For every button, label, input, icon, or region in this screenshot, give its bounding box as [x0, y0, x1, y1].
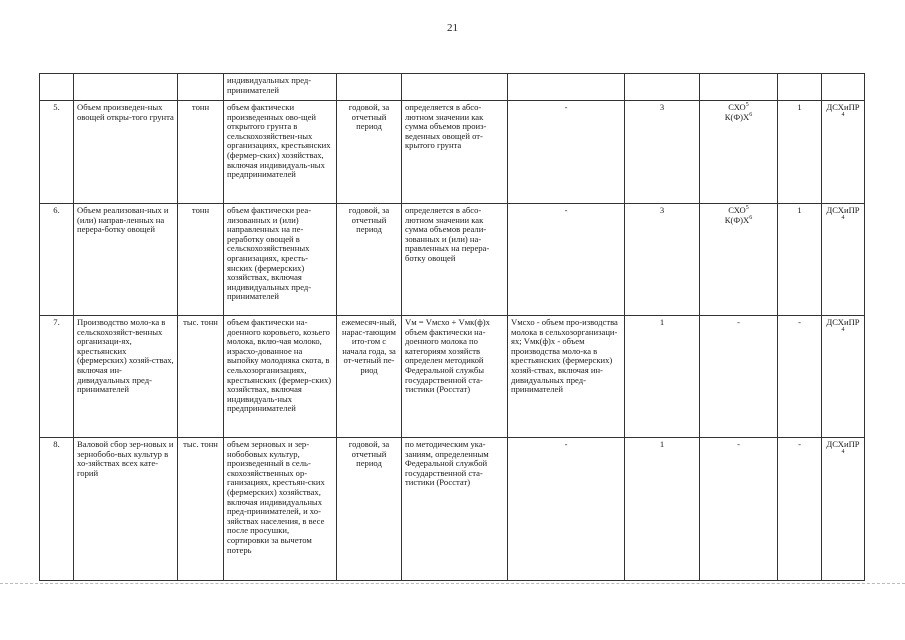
col-9-main: - [737, 317, 740, 327]
indicator-name: Валовой сбор зер-новых и зернобобо-вых культур в хо-зяйствах всех кате-горий [74, 438, 178, 581]
cell-c10 [778, 74, 822, 101]
row-number: 7. [40, 316, 74, 438]
period: годовой, за отчетный период [337, 204, 402, 316]
definition: объем фактически реа-лизованных и (или) направленных на пе-реработку овощей в сельскохозяйственных организациях, кресть-янских (фермерских) хозяйствах, включая индивидуальных пред-принимателей [224, 204, 337, 316]
row-number: 8. [40, 438, 74, 581]
source-text: ДСХиПР [826, 205, 860, 215]
unit: тонн [178, 204, 224, 316]
col-9-main: СХО [728, 205, 746, 215]
unit: тонн [178, 101, 224, 204]
source-sup: 4 [841, 214, 845, 221]
formula-description: - [508, 101, 625, 204]
col-8-value: 1 [625, 316, 700, 438]
cell-name [74, 74, 178, 101]
col-9-value [700, 101, 778, 204]
col-10-value: - [778, 438, 822, 581]
col-9-sup2: 6 [749, 214, 753, 221]
cell-period [337, 74, 402, 101]
cell-source [822, 74, 865, 101]
unit: тыс. тонн [178, 438, 224, 581]
source [822, 204, 865, 316]
calculation-method: по методическим ука-заниям, определенным Федеральной службой государственной ста-тистики (Росстат) [402, 438, 508, 581]
source-sup: 4 [841, 326, 845, 333]
col-8-value: 1 [625, 438, 700, 581]
table-row [40, 438, 865, 581]
cell-c9 [700, 74, 778, 101]
source-text: ДСХиПР [826, 317, 860, 327]
col-8-value: 3 [625, 101, 700, 204]
indicators-table [39, 73, 865, 581]
table-row [40, 101, 865, 204]
unit: тыс. тонн [178, 316, 224, 438]
cell-unit [178, 74, 224, 101]
formula-description: - [508, 438, 625, 581]
source-text: ДСХиПР [826, 102, 860, 112]
page-number: 21 [447, 22, 458, 34]
definition: объем фактически произведенных ово-щей открытого грунта в сельскохозяйствен-ных организациях, крестьянских (фермер-ских) хозяйствах, включая индивидуаль-ных предпринимателей [224, 101, 337, 204]
calculation-method: определяется в абсо-лютном значении как сумма объемов реали-зованных и (или) на-правленных на перера-ботку овощей [402, 204, 508, 316]
cell-method [402, 74, 508, 101]
calculation-method: определяется в абсо-лютном значении как сумма объемов произ-веденных овощей от-крытого грунта [402, 101, 508, 204]
formula-description: Vмсхо - объем про-изводства молока в сельхозорганизаци-ях; Vмк(ф)х - объем производства моло-ка в крестьянских (фермерских) хозяй-ствах, включая ин-дивидуальных пред-принимателей [508, 316, 625, 438]
col-9-value [700, 438, 778, 581]
indicator-name: Производство моло-ка в сельскохозяйст-венных организаци-ях, крестьянских (фермерских) хозяй-ствах, включая ин-дивидуальных пред-принимателей [74, 316, 178, 438]
cell-num [40, 74, 74, 101]
scan-edge-line [0, 583, 905, 584]
col-9-sup1: 5 [745, 205, 749, 212]
indicator-name: Объем реализован-ных и (или) направ-ленных на перера-ботку овощей [74, 204, 178, 316]
cell-c8 [625, 74, 700, 101]
source [822, 316, 865, 438]
col-10-value: 1 [778, 101, 822, 204]
table-row [40, 204, 865, 316]
col-9-value [700, 316, 778, 438]
col-9-sup2: 6 [749, 111, 753, 118]
period: ежемесяч-ный, нарас-тающим ито-гом с начала года, за от-четный пе-риод [337, 316, 402, 438]
col-9-value [700, 204, 778, 316]
cell-formula-desc [508, 74, 625, 101]
table-row [40, 316, 865, 438]
row-number: 5. [40, 101, 74, 204]
col-9-line2: К(Ф)Х [724, 214, 750, 225]
source [822, 438, 865, 581]
row-number: 6. [40, 204, 74, 316]
col-10-value: - [778, 316, 822, 438]
formula-description: - [508, 204, 625, 316]
col-10-value: 1 [778, 204, 822, 316]
col-9-main: - [737, 439, 740, 449]
period: годовой, за отчетный период [337, 438, 402, 581]
col-9-sup1: 5 [745, 102, 749, 109]
source [822, 101, 865, 204]
calculation-method: Vм = Vмсхо + Vмк(ф)х объем фактически на-доенного молока по категориям хозяйств определен методикой Федеральной службы государственной ста-тистики (Росстат) [402, 316, 508, 438]
source-sup: 4 [841, 111, 845, 118]
cell-definition: индивидуальных пред-принимателей [224, 74, 337, 101]
definition: объем фактически на-доенного коровьего, козьего молока, вклю-чая молоко, израсхо-дованное на выпойку молодняка скота, в сельхозорганизациях, крестьянских (фермер-ских) хозяйствах, включая индивидуаль-ных предпринимателей [224, 316, 337, 438]
col-8-value: 3 [625, 204, 700, 316]
source-text: ДСХиПР [826, 439, 860, 449]
table-row-continuation [40, 74, 865, 101]
period: годовой, за отчетный период [337, 101, 402, 204]
definition: объем зерновых и зер-нобобовых культур, произведенный в сель-скохозяйственных ор-ганизациях, крестьян-ских (фермерских) хозяйствах, включая индивидуальных пред-принимателей, и хо-зяйствах населения, в весе после просушки, сортировки за вычетом потерь [224, 438, 337, 581]
indicator-name: Объем произведен-ных овощей откры-того грунта [74, 101, 178, 204]
col-9-line2: К(Ф)Х [724, 111, 750, 122]
col-9-main: СХО [728, 102, 746, 112]
source-sup: 4 [841, 448, 845, 455]
